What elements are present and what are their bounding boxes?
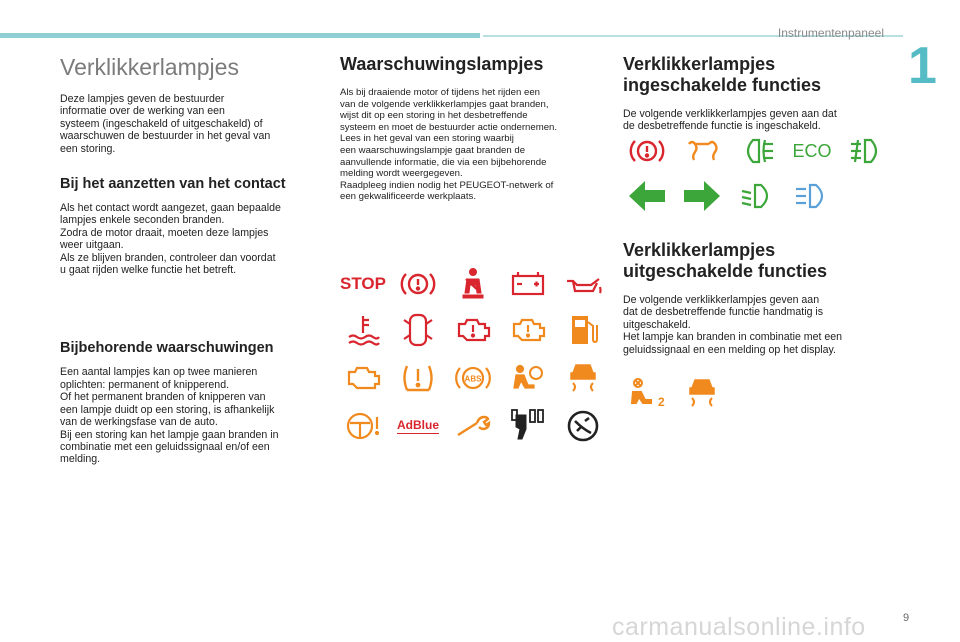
brake-warning-icon <box>396 266 440 302</box>
stop-icon <box>341 266 385 302</box>
rear-fog-lamp-icon <box>735 133 779 169</box>
stop-label: STOP <box>340 274 386 293</box>
engine-fault-red-icon <box>451 312 495 348</box>
header-accent-bar <box>0 33 480 38</box>
warnings-heading: Bijbehorende waarschuwingen <box>60 340 274 357</box>
abs-label: ABS <box>464 374 482 384</box>
tyre-pressure-icon <box>396 360 440 396</box>
fuel-level-icon <box>561 312 605 348</box>
column-warning-lamps <box>340 54 605 203</box>
adblue-label: AdBlue <box>397 418 439 432</box>
lane-keeping-icon <box>561 408 605 444</box>
oil-pressure-icon <box>561 266 605 302</box>
coolant-temperature-icon <box>341 312 385 348</box>
engine-management-icon <box>341 360 385 396</box>
section-label: Instrumentenpaneel <box>777 26 884 40</box>
disabled-badge: 2 <box>658 395 665 409</box>
seatbelt-icon <box>451 266 495 302</box>
page-title: Verklikkerlampjes <box>60 54 239 80</box>
stability-control-icon <box>561 360 605 396</box>
glow-plug-icon <box>680 133 724 169</box>
column-disabled-functions <box>623 240 888 356</box>
stability-control-off-icon <box>680 375 724 411</box>
main-beam-icon <box>790 178 834 214</box>
driver-attention-icon <box>506 406 550 442</box>
warning-lamps-heading: Waarschuwingslampjes <box>340 54 544 74</box>
service-wrench-icon <box>451 408 495 444</box>
column-indicator-lamps <box>60 54 322 466</box>
eco-icon <box>790 133 834 169</box>
disabled-functions-heading: Verklikkerlampjes uitgeschakelde functies <box>623 240 828 281</box>
turn-signal-right-icon <box>680 178 724 214</box>
adblue-icon <box>396 408 440 444</box>
eco-label: ECO <box>792 140 832 161</box>
column-enabled-functions <box>623 54 888 133</box>
enabled-functions-heading: Verklikkerlampjes ingeschakelde functies <box>623 54 822 95</box>
passenger-airbag-off-icon <box>625 375 669 411</box>
warnings-text: Een aantal lampjes kan op twee manieren oplichten: permanent of knipperend. Of het permanent branden of knipperen van een lampje duidt op een storing, is afhankelijk van de werkingsfase van de auto. Bij een storing kan het lampje gaan branden in combinatie met een geluidssignaal en/of een melding. <box>60 366 279 466</box>
contact-text: Als het contact wordt aangezet, gaan bepaalde lampjes enkele seconden branden. Zodra de motor draait, moeten deze lampjes weer uitgaan. Als ze blijven branden, controleer dan voordat u gaat rijden welke functie het betreft. <box>60 202 281 277</box>
turn-signal-left-icon <box>625 178 669 214</box>
intro-text: Deze lampjes geven de bestuurder informatie over de werking van een systeem (ingeschakeld of uitgeschakeld) of waarschuwen de bestuurder in het geval van een storing. <box>60 93 271 155</box>
warning-lamps-text: Als bij draaiende motor of tijdens het rijden een van de volgende verklikkerlampjes gaat branden, wijst dit op een storing in het desbetreffende systeem en moet de bestuurder actie ondernemen. Lees in het geval van een storing waarbij een waarschuwingslampje gaat branden de aanvullende informatie, die via een bijbehorende melding wordt weergegeven. Raadpleeg indien nodig het PEUGEOT-netwerk of een gekwalificeerde werkplaats. <box>340 87 558 203</box>
engine-fault-orange-icon <box>506 312 550 348</box>
power-steering-icon <box>341 408 385 444</box>
contact-heading: Bij het aanzetten van het contact <box>60 176 286 193</box>
page-number: 9 <box>903 612 910 624</box>
chapter-number: 1 <box>908 37 937 95</box>
battery-icon <box>506 266 550 302</box>
door-open-icon <box>396 312 440 348</box>
enabled-functions-text: De volgende verklikkerlampjes geven aan dat de desbetreffende functie is ingeschakeld. <box>623 108 837 133</box>
disabled-functions-text: De volgende verklikkerlampjes geven aan dat de desbetreffende functie handmatig is uitgeschakeld. Het lampje kan branden in combinatie met een geluidssignaal en een melding op het display. <box>623 294 843 356</box>
parking-brake-icon <box>625 133 669 169</box>
dipped-beam-icon <box>735 178 779 214</box>
front-fog-lamp-icon <box>845 133 889 169</box>
abs-icon <box>451 360 495 396</box>
watermark: carmanualsonline.info <box>612 613 866 641</box>
airbag-icon <box>506 360 550 396</box>
